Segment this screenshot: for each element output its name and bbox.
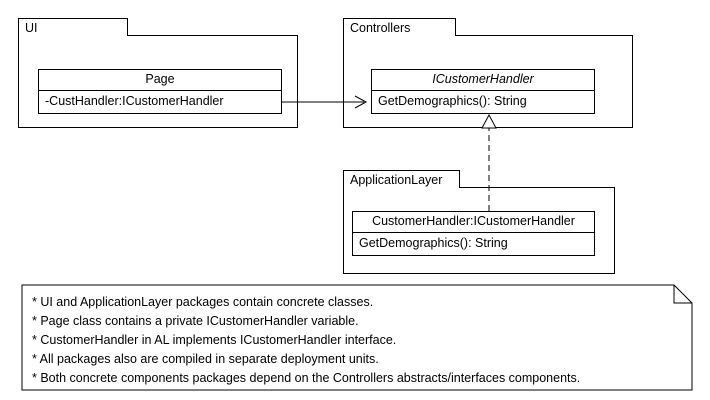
interface-icustomerhandler[interactable]	[371, 69, 595, 114]
class-page-attribute: -CustHandler:ICustomerHandler	[45, 94, 224, 108]
class-customerhandler-name: CustomerHandler:ICustomerHandler	[353, 212, 594, 233]
diagram-note	[22, 285, 692, 390]
note-line: * CustomerHandler in AL implements ICustomerHandler interface.	[32, 333, 397, 347]
interface-icustomerhandler-name: ICustomerHandler	[372, 70, 594, 91]
class-customerhandler-operation: GetDemographics(): String	[359, 236, 508, 250]
package-ui-tab	[18, 18, 128, 36]
note-line: * All packages also are compiled in separate deployment units.	[32, 352, 379, 366]
class-customerhandler[interactable]	[352, 211, 595, 256]
class-page[interactable]	[38, 69, 282, 114]
package-controllers-label: Controllers	[350, 20, 411, 35]
package-applicationlayer-tab	[343, 170, 460, 188]
note-line: * Both concrete components packages depend on the Controllers abstracts/interfaces components.	[32, 371, 581, 385]
package-applicationlayer-label: ApplicationLayer	[350, 172, 443, 187]
interface-icustomerhandler-operation: GetDemographics(): String	[378, 94, 527, 108]
note-line: * Page class contains a private ICustomerHandler variable.	[32, 314, 359, 328]
class-page-name: Page	[39, 70, 281, 91]
note-text	[32, 293, 682, 388]
package-controllers-tab	[343, 18, 456, 36]
note-line: * UI and ApplicationLayer packages contain concrete classes.	[32, 295, 374, 309]
package-ui-label: UI	[25, 20, 38, 35]
